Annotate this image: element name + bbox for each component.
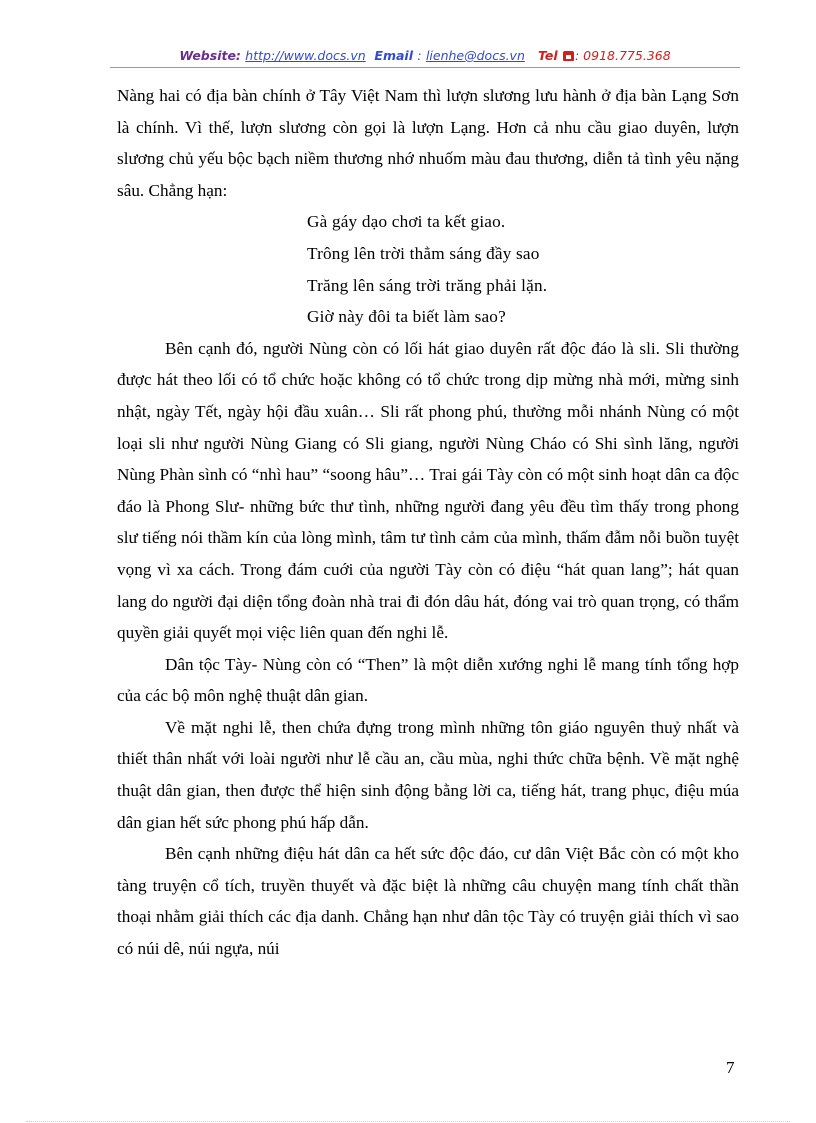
verse-line: Gà gáy dạo chơi ta kết giao. <box>307 212 506 232</box>
website-label: Website: <box>179 48 241 63</box>
verse-block <box>117 206 739 332</box>
email-colon: : <box>417 48 422 63</box>
footer-divider <box>26 1121 790 1122</box>
header-divider <box>110 67 740 68</box>
verse-line: Giờ này đôi ta biết làm sao? <box>307 307 506 327</box>
website-link[interactable]: http://www.docs.vn <box>245 48 366 63</box>
email-label: Email <box>374 48 413 63</box>
verse-line: Trông lên trời thẳm sáng đầy sao <box>307 243 540 263</box>
email-link[interactable]: lienhe@docs.vn <box>425 48 525 63</box>
paragraph-intro: Nàng hai có địa bàn chính ở Tây Việt Nam thì lượn slương lưu hành ở địa bàn Lạng Sơn là chính. Vì thế, lượn slương còn gọi là lượn Lạng. Hơn cả nhu cầu giao duyên, lượn slương chủ yếu bộc bạch niềm thương nhớ nhuốm màu đau thương, diễn tả tình yêu nặng sâu. Chẳng hạn: <box>117 86 739 200</box>
tel-label: Tel <box>537 48 558 63</box>
verse-line: Trăng lên sáng trời trăng phải lặn. <box>307 275 548 295</box>
phone-number: : 0918.775.368 <box>574 48 671 63</box>
paragraph-ritual: Về mặt nghi lễ, then chứa đựng trong mình những tôn giáo nguyên thuỷ nhất và thiết thân nhất với loài người như lễ cầu an, cầu mùa, nghi thức chữa bệnh. Về mặt nghệ thuật dân gian, then được thể hiện sinh động bằng lời ca, tiếng hát, trang phục, điệu múa dân gian hết sức phong phú hấp dẫn. <box>117 717 739 832</box>
page-number: 7 <box>726 1058 735 1077</box>
telephone-icon <box>563 51 574 61</box>
paragraph-folklore: Bên cạnh những điệu hát dân ca hết sức độc đáo, cư dân Việt Bắc còn có một kho tàng truyện cổ tích, truyền thuyết và đặc biệt là những câu chuyện mang tính chất thần thoại nhằm giải thích các địa danh. Chẳng hạn như dân tộc Tày có truyện giải thích vì sao có núi dê, núi ngựa, núi <box>117 844 739 959</box>
paragraph-sli: Bên cạnh đó, người Nùng còn có lối hát giao duyên rất độc đáo là sli. Sli thường được hát theo lối có tổ chức hoặc không có tổ chức trong dịp mừng nhà mới, mừng sinh nhật, ngày Tết, ngày hội đầu xuân… Sli rất phong phú, thường mỗi nhánh Nùng có một loại sli như người Nùng Giang có Sli giang, người Nùng Cháo có Shi sình lăng, người Nùng Phàn sình có “nhì hau” “soong hâu”… Trai gái Tày còn có một sinh hoạt dân ca độc đáo là Phong Slư- những bức thư tình, những người đang yêu đều tìm thấy trong phong slư tiếng nói thầm kín của lòng mình, tâm tư tình cảm của mình, thấm đẫm nỗi buồn tuyệt vọng vì xa cách. Trong đám cuới của người Tày còn có điệu “hát quan lang”; hát quan lang do người đại diện tổng đoàn nhà trai đi đón dâu hát, đóng vai trò quan trọng, có thẩm quyền giải quyết mọi việc liên quan đến nghi lễ. <box>117 338 739 643</box>
paragraph-then: Dân tộc Tày- Nùng còn có “Then” là một diễn xướng nghi lễ mang tính tổng hợp của các bộ môn nghệ thuật dân gian. <box>117 654 739 706</box>
page-header <box>110 47 740 67</box>
body-text <box>117 80 739 965</box>
